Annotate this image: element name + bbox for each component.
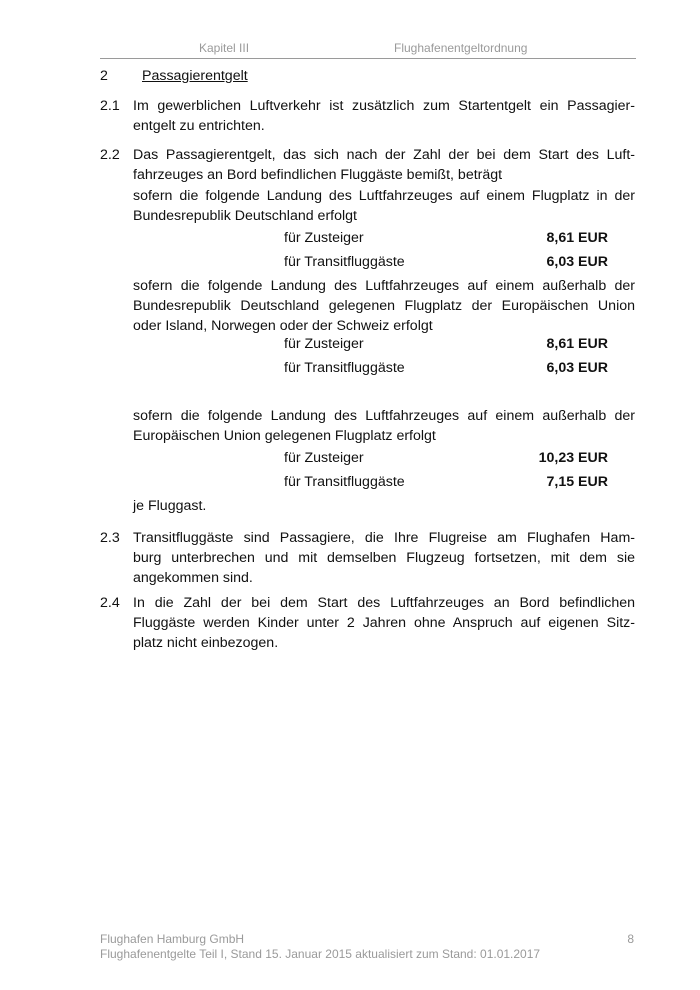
paragraph-line: Europäischen Union gelegenen Flugplatz erfolgt <box>133 428 436 444</box>
fee-label: für Transitfluggäste <box>284 474 405 490</box>
paragraph-number-2-4: 2.4 <box>100 595 120 611</box>
fee-value: 6,03 EUR <box>546 254 608 270</box>
paragraph-line: Im gewerblichen Luftverkehr ist zusätzlich zum Startentgelt ein Passagier- <box>133 98 635 114</box>
paragraph-number-2-1: 2.1 <box>100 98 120 114</box>
page-number: 8 <box>627 932 634 946</box>
section-number: 2 <box>100 68 108 84</box>
paragraph-line: burg unterbrechen und mit demselben Flugzeug fortsetzen, mit dem sie <box>133 550 635 566</box>
page-header <box>100 41 636 59</box>
paragraph-2-2 <box>133 145 635 185</box>
fee-label: für Zusteiger <box>284 336 364 352</box>
fee-label: für Zusteiger <box>284 450 364 466</box>
paragraph-line: je Fluggast. <box>133 498 207 514</box>
fee-value: 8,61 EUR <box>546 230 608 246</box>
paragraph-line: entgelt zu entrichten. <box>133 118 265 134</box>
paragraph-2-1 <box>133 96 635 136</box>
paragraph-line: Bundesrepublik Deutschland erfolgt <box>133 208 357 224</box>
fee-value: 6,03 EUR <box>546 360 608 376</box>
paragraph-line: fahrzeuges an Bord befindlichen Fluggäste bemißt, beträgt <box>133 167 503 183</box>
paragraph-line: sofern die folgende Landung des Luftfahrzeuges auf einem Flugplatz in der <box>133 188 635 204</box>
footer-edition: Flughafenentgelte Teil I, Stand 15. Januar 2015 aktualisiert zum Stand: 01.01.2017 <box>100 947 541 961</box>
paragraph-line: Fluggäste werden Kinder unter 2 Jahren ohne Anspruch auf eigenen Sitz- <box>133 615 635 631</box>
page-footer <box>100 932 636 962</box>
paragraph-number-2-3: 2.3 <box>100 530 120 546</box>
paragraph-line: Bundesrepublik Deutschland gelegenen Flugplatz der Europäischen Union <box>133 298 635 314</box>
paragraph-line: platz nicht einbezogen. <box>133 635 279 651</box>
paragraph-line: sofern die folgende Landung des Luftfahrzeuges auf einem außerhalb der <box>133 278 635 294</box>
paragraph-2-3 <box>133 528 635 588</box>
fee-label: für Zusteiger <box>284 230 364 246</box>
fee-value: 10,23 EUR <box>538 450 608 466</box>
footer-company: Flughafen Hamburg GmbH <box>100 932 245 946</box>
fee-value: 7,15 EUR <box>546 474 608 490</box>
paragraph-2-4 <box>133 593 635 653</box>
section-title: Passagierentgelt <box>142 68 248 84</box>
condition-germany <box>133 186 635 226</box>
paragraph-line: sofern die folgende Landung des Luftfahrzeuges auf einem außerhalb der <box>133 408 635 424</box>
paragraph-number-2-2: 2.2 <box>100 147 120 163</box>
header-document-title: Flughafenentgeltordnung <box>394 41 528 55</box>
paragraph-line: oder Island, Norwegen oder der Schweiz erfolgt <box>133 318 433 334</box>
paragraph-line: angekommen sind. <box>133 570 253 586</box>
paragraph-line: Das Passagierentgelt, das sich nach der Zahl der bei dem Start des Luft- <box>133 147 635 163</box>
condition-eu <box>133 276 635 336</box>
fee-label: für Transitfluggäste <box>284 254 405 270</box>
paragraph-line: In die Zahl der bei dem Start des Luftfahrzeuges an Bord befindlichen <box>133 595 635 611</box>
paragraph-line: Transitfluggäste sind Passagiere, die Ihre Flugreise am Flughafen Ham- <box>133 530 635 546</box>
header-chapter: Kapitel III <box>199 41 250 55</box>
fee-label: für Transitfluggäste <box>284 360 405 376</box>
fee-value: 8,61 EUR <box>546 336 608 352</box>
paragraph-closing <box>133 496 635 516</box>
condition-non-eu <box>133 406 635 446</box>
